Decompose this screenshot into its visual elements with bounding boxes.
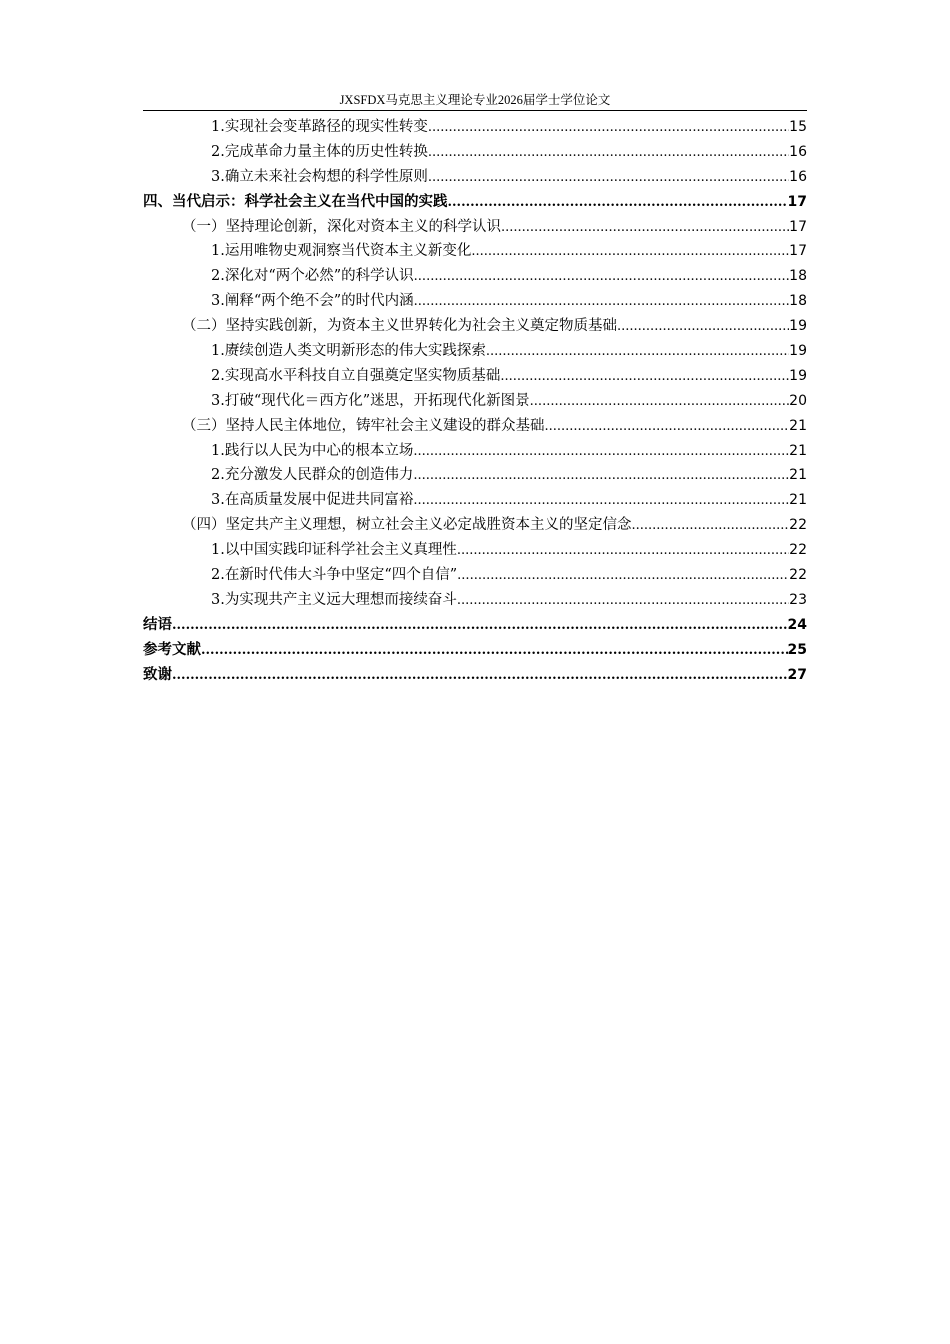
toc-entry[interactable] bbox=[143, 115, 807, 140]
toc-dot-leader bbox=[500, 364, 789, 390]
toc-dot-leader bbox=[457, 563, 789, 589]
toc-entry-page-number: 17 bbox=[787, 193, 807, 210]
toc-entry-title: （一）坚持理论创新，深化对资本主义的科学认识 bbox=[182, 218, 501, 235]
toc-entry[interactable] bbox=[143, 563, 807, 588]
toc-entry-page-number: 17 bbox=[789, 243, 807, 260]
toc-entry-page-number: 19 bbox=[789, 343, 807, 360]
toc-entry-page-number: 18 bbox=[789, 293, 807, 310]
toc-entry[interactable] bbox=[143, 513, 807, 538]
toc-entry[interactable] bbox=[143, 613, 807, 638]
header-divider bbox=[143, 110, 807, 111]
toc-entry[interactable] bbox=[143, 538, 807, 563]
toc-entry-page-number: 17 bbox=[789, 218, 807, 235]
toc-dot-leader bbox=[471, 239, 789, 265]
toc-entry-page-number: 15 bbox=[789, 119, 807, 135]
toc-entry-title: 结语 bbox=[143, 615, 172, 633]
toc-dot-leader bbox=[172, 613, 788, 639]
toc-entry-title: 3.为实现共产主义远大理想而接续奋斗 bbox=[211, 591, 457, 608]
toc-entry-page-number: 21 bbox=[789, 492, 807, 509]
toc-entry-page-number: 21 bbox=[789, 442, 807, 459]
toc-entry-page-number: 21 bbox=[789, 467, 807, 484]
toc-entry-title: 四、当代启示：科学社会主义在当代中国的实践 bbox=[143, 192, 448, 210]
toc-entry-title: 1.践行以人民为中心的根本立场 bbox=[211, 442, 414, 459]
toc-dot-leader bbox=[530, 389, 790, 415]
toc-entry-title: 2.完成革命力量主体的历史性转换 bbox=[211, 143, 428, 160]
toc-entry[interactable] bbox=[143, 588, 807, 613]
toc-entry-page-number: 18 bbox=[789, 268, 807, 285]
toc-entry-page-number: 22 bbox=[789, 567, 807, 584]
toc-entry-title: 2.深化对“两个必然”的科学认识 bbox=[211, 268, 414, 285]
toc-dot-leader bbox=[428, 165, 789, 191]
toc-entry[interactable] bbox=[143, 463, 807, 488]
page-header: JXSFDX马克思主义理论专业2026届学士学位论文 bbox=[339, 93, 611, 107]
toc-entry-page-number: 22 bbox=[789, 517, 807, 534]
toc-entry-title: 3.打破“现代化＝西方化”迷思，开拓现代化新图景 bbox=[211, 392, 530, 409]
toc-entry-title: 2.充分激发人民群众的创造伟力 bbox=[211, 467, 414, 484]
toc-entry[interactable] bbox=[143, 314, 807, 339]
toc-dot-leader bbox=[413, 439, 789, 465]
toc-entry-page-number: 16 bbox=[789, 143, 807, 160]
toc-dot-leader bbox=[413, 463, 789, 489]
toc-dot-leader bbox=[545, 414, 790, 440]
toc-entry-title: 1.赓续创造人类文明新形态的伟大实践探索 bbox=[211, 343, 486, 360]
toc-entry[interactable] bbox=[143, 389, 807, 414]
toc-entry-title: 2.实现高水平科技自立自强奠定坚实物质基础 bbox=[211, 367, 501, 384]
toc-dot-leader bbox=[486, 339, 789, 365]
toc-entry-page-number: 20 bbox=[789, 392, 807, 409]
toc-entry-title: （三）坚持人民主体地位，铸牢社会主义建设的群众基础 bbox=[182, 417, 545, 434]
toc-entry-page-number: 23 bbox=[789, 591, 807, 608]
toc-entry[interactable] bbox=[143, 264, 807, 289]
toc-entry-page-number: 22 bbox=[789, 542, 807, 559]
toc-entry[interactable] bbox=[143, 289, 807, 314]
toc-entry-page-number: 19 bbox=[789, 318, 807, 335]
toc-entry-title: 3.在高质量发展中促进共同富裕 bbox=[211, 492, 414, 509]
toc-entry[interactable] bbox=[143, 239, 807, 264]
toc-entry-title: （二）坚持实践创新，为资本主义世界转化为社会主义奠定物质基础 bbox=[182, 318, 617, 335]
toc-entry[interactable] bbox=[143, 215, 807, 240]
toc-entry-title: 3.阐释“两个绝不会”的时代内涵 bbox=[211, 293, 414, 310]
toc-dot-leader bbox=[617, 314, 789, 340]
toc-entry[interactable] bbox=[143, 638, 807, 663]
toc-entry-title: 1.以中国实践印证科学社会主义真理性 bbox=[211, 542, 457, 559]
toc-entry[interactable] bbox=[143, 140, 807, 165]
toc-dot-leader bbox=[428, 140, 789, 166]
toc-dot-leader bbox=[501, 215, 789, 241]
toc-entry[interactable] bbox=[143, 339, 807, 364]
toc-dot-leader bbox=[448, 190, 788, 216]
toc-entry[interactable] bbox=[143, 488, 807, 513]
toc-entry[interactable] bbox=[143, 414, 807, 439]
toc-entry-title: 致谢 bbox=[143, 665, 172, 683]
toc-entry-page-number: 16 bbox=[789, 168, 807, 185]
toc-entry-title: 1.实现社会变革路径的现实性转变 bbox=[211, 119, 428, 135]
toc-dot-leader bbox=[457, 588, 789, 614]
table-of-contents bbox=[143, 115, 807, 687]
toc-dot-leader bbox=[428, 115, 789, 141]
toc-entry-title: 3.确立未来社会构想的科学性原则 bbox=[211, 168, 428, 185]
toc-entry-title: 参考文献 bbox=[143, 640, 201, 658]
toc-entry[interactable] bbox=[143, 364, 807, 389]
toc-entry-title: 1.运用唯物史观洞察当代资本主义新变化 bbox=[211, 243, 472, 260]
toc-entry[interactable] bbox=[143, 190, 807, 215]
toc-dot-leader bbox=[414, 264, 790, 290]
toc-entry[interactable] bbox=[143, 439, 807, 464]
toc-dot-leader bbox=[414, 289, 790, 315]
toc-entry[interactable] bbox=[143, 663, 807, 688]
toc-entry-page-number: 19 bbox=[789, 367, 807, 384]
toc-dot-leader bbox=[172, 663, 788, 689]
toc-entry-title: （四）坚定共产主义理想，树立社会主义必定战胜资本主义的坚定信念 bbox=[182, 517, 632, 534]
toc-dot-leader bbox=[457, 538, 789, 564]
toc-dot-leader bbox=[201, 638, 788, 664]
toc-entry-title: 2.在新时代伟大斗争中坚定“四个自信” bbox=[211, 567, 458, 584]
toc-entry-page-number: 27 bbox=[787, 666, 807, 683]
toc-entry[interactable] bbox=[143, 165, 807, 190]
toc-dot-leader bbox=[632, 513, 790, 539]
toc-dot-leader bbox=[413, 488, 789, 514]
toc-entry-page-number: 24 bbox=[787, 616, 807, 633]
toc-entry-page-number: 21 bbox=[789, 417, 807, 434]
toc-entry-page-number: 25 bbox=[787, 641, 807, 658]
